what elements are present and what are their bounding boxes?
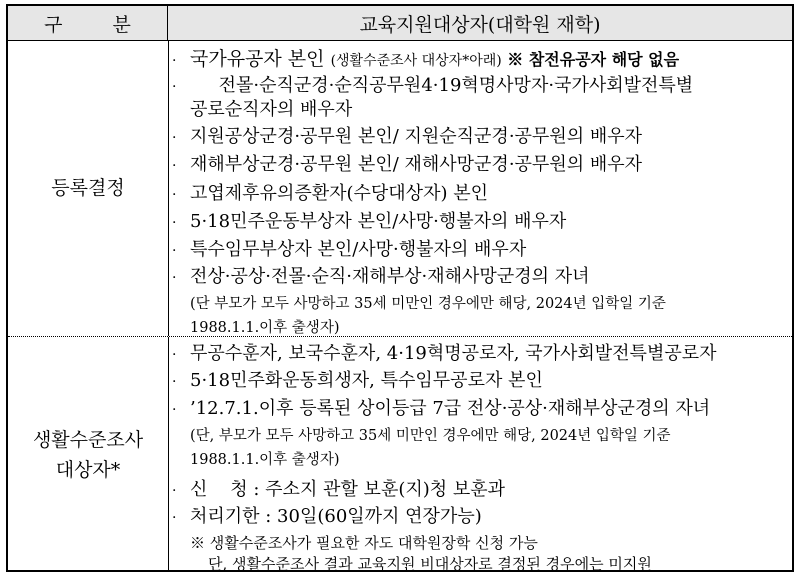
row-content-registration [168,40,792,336]
note-condition-continued: 1988.1.1.이후 출생자) [190,320,340,336]
list-item: · 특수임무부상자 본인/사망·행불자의 배우자 [172,239,527,260]
row-label-survey: 생활수준조사 대상자* [8,337,169,572]
bullet: · [172,53,177,69]
list-item: · ’12.7.1.이후 등록된 상이등급 7급 전상·공상·재해부상군경의 자녀 [172,398,711,419]
list-item: · 재해부상군경·공무원 본인/ 재해사망군경·공무원의 배우자 [172,154,642,175]
header-target: 교육지원대상자(대학원 재학) [359,13,601,36]
list-item: · 지원공상군경·공무원 본인/ 지원순직군경·공무원의 배우자 [172,126,642,147]
list-item: · 5·18민주운동부상자 본인/사망·행불자의 배우자 [172,211,567,232]
note-survey: ※ 생활수준조사가 필요한 자도 대학원장학 신청 가능 [190,534,538,552]
header-category: 구 분 [8,6,168,40]
note-condition-continued: 1988.1.1.이후 출생자) [190,452,340,468]
note-survey-continued: 단, 생활수준조사 결과 교육지원 비대상자로 결정된 경우에는 미지원 [208,555,652,573]
list-item: · 무공수훈자, 보국수훈자, 4·19혁명공로자, 국가사회발전특별공로자 [172,343,717,364]
table-header [8,6,792,41]
table-row-registration [8,40,792,337]
list-item: · 국가유공자 본인 (생활수준조사 대상자*아래) ※ 참전유공자 해당 없음 [172,48,680,70]
list-item: · 5·18민주화운동희생자, 특수임무공로자 본인 [172,370,543,391]
apply-info: · 신 청 : 주소지 관할 보훈(지)청 보훈과 [172,479,506,500]
table-row-survey [8,337,792,572]
list-item: · 전몰·순직군경·순직공무원4·19혁명사망자·국가사회발전특별 [172,75,694,96]
processing-period: · 처리기한 : 30일(60일까지 연장가능) [172,506,482,527]
row-label-registration: 등록결정 [8,40,169,336]
eligibility-table [6,4,794,572]
list-item: · 전상·공상·전몰·순직·재해부상·재해사망군경의 자녀 [172,266,590,287]
note-condition: (단 부모가 모두 사망하고 35세 미만인 경우에만 해당, 2024년 입학일 기준 [190,296,666,312]
list-item-continued: 공로순직자의 배우자 [190,99,353,120]
row-content-survey [168,337,792,572]
list-item: · 고엽제후유의증환자(수당대상자) 본인 [172,183,488,204]
note-condition: (단, 부모가 모두 사망하고 35세 미만인 경우에만 해당, 2024년 입학일 기준 [190,428,671,444]
